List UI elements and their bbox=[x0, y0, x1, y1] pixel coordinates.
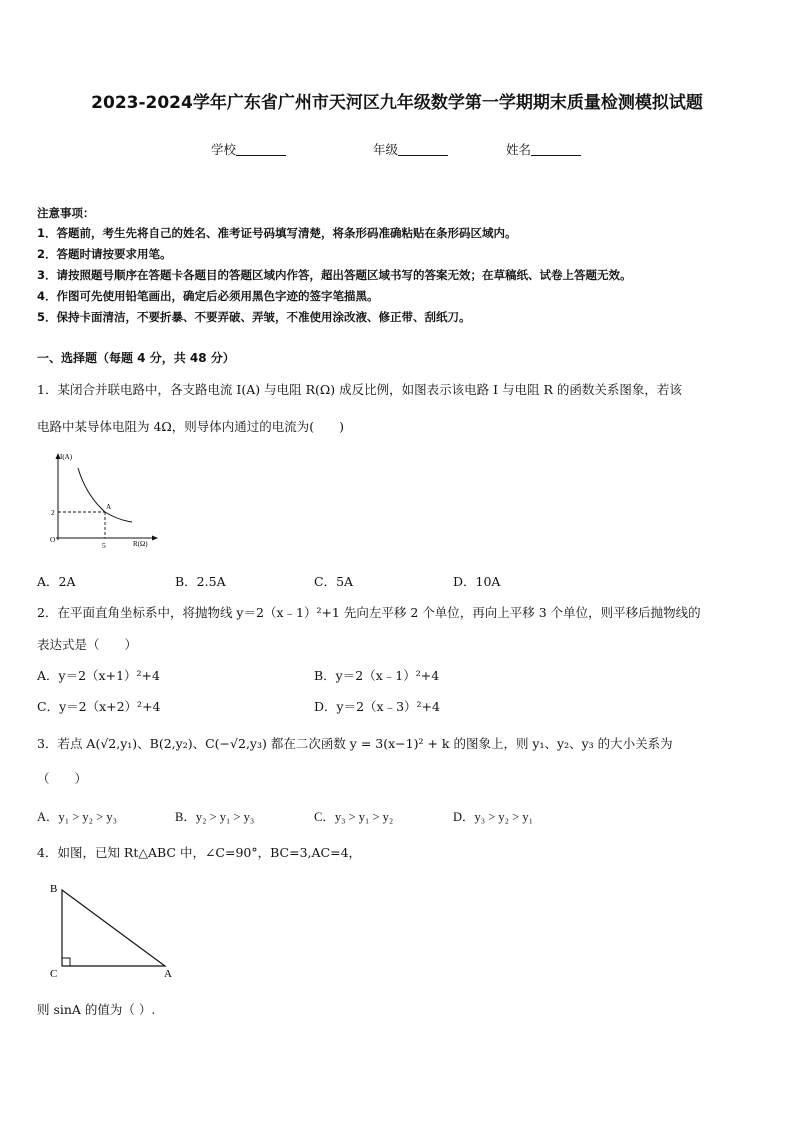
q1-origin-label: O bbox=[50, 535, 56, 544]
q1-option-a[interactable]: A．2A bbox=[37, 574, 76, 589]
notice-item: 3．请按照题号顺序在答题卡各题目的答题区域内作答，超出答题区域书写的答案无效；在草稿纸、试卷上答题无效。 bbox=[37, 268, 632, 282]
q3-option-a[interactable]: A．y₁ > y₂ > y₃ bbox=[37, 810, 117, 824]
exam-title: 2023-2024学年广东省广州市天河区九年级数学第一学期期末质量检测模拟试题 bbox=[91, 93, 703, 113]
q1-x-tick: 5 bbox=[102, 541, 106, 550]
q1-point-label: A bbox=[106, 503, 112, 511]
grade-label: 年级 bbox=[373, 142, 399, 157]
school-field[interactable] bbox=[211, 140, 286, 158]
q4-label-b: B bbox=[50, 883, 58, 895]
q1-option-b[interactable]: B．2.5A bbox=[175, 574, 226, 589]
school-label: 学校 bbox=[211, 142, 237, 157]
q1-text-line1: 1．某闭合并联电路中，各支路电流 I(A) 与电阻 R(Ω) 成反比例，如图表示该电路 I 与电阻 R 的函数关系图象，若该 bbox=[37, 382, 682, 397]
q1-y-tick: 2 bbox=[51, 508, 55, 517]
q1-y-axis-label: I(A) bbox=[60, 453, 73, 461]
q1-x-axis-label: R(Ω) bbox=[133, 540, 148, 548]
q2-option-d[interactable]: D．y＝2（x﹣3）²+4 bbox=[314, 699, 440, 714]
q4-text-line2: 则 sinA 的值为（ ）. bbox=[37, 1002, 156, 1017]
name-label: 姓名 bbox=[506, 142, 532, 157]
q1-option-c[interactable]: C．5A bbox=[314, 574, 354, 589]
q3-text-line1: 3．若点 A(√2,y₁)、B(2,y₂)、C(−√2,y₃) 都在二次函数 y = 3(x−1)² + k 的图象上，则 y₁、y₂、y₃ 的大小关系为 bbox=[37, 736, 673, 751]
q3-text-line2: （ ） bbox=[37, 771, 88, 786]
q4-text-line1: 4．如图，已知 Rt△ABC 中，∠C=90°，BC=3,AC=4， bbox=[37, 845, 362, 860]
q1-inverse-graph bbox=[36, 450, 166, 550]
q2-option-a[interactable]: A．y＝2（x+1）²+4 bbox=[37, 668, 160, 683]
notice-item: 4．作图可先使用铅笔画出，确定后必须用黑色字迹的签字笔描黑。 bbox=[37, 289, 379, 303]
notice-item: 5．保持卡面清洁，不要折暴、不要弄破、弄皱，不准使用涂改液、修正带、刮纸刀。 bbox=[37, 310, 471, 324]
q3-option-c[interactable]: C．y₃ > y₁ > y₂ bbox=[314, 810, 394, 824]
grade-blank[interactable] bbox=[398, 143, 448, 156]
section-heading: 一、选择题（每题 4 分，共 48 分） bbox=[37, 351, 235, 365]
q4-right-triangle bbox=[40, 878, 180, 983]
q4-label-c: C bbox=[50, 968, 58, 980]
notice-item: 2．答题时请按要求用笔。 bbox=[37, 247, 172, 261]
notice-item: 1．答题前，考生先将自己的姓名、准考证号码填写清楚，将条形码准确粘贴在条形码区域内。 bbox=[37, 226, 517, 240]
notice-heading: 注意事项： bbox=[37, 206, 95, 220]
q2-text-line1: 2．在平面直角坐标系中，将抛物线 y＝2（x﹣1）²+1 先向左平移 2 个单位，再向上平移 3 个单位，则平移后抛物线的 bbox=[37, 605, 701, 620]
q2-text-line2: 表达式是（ ） bbox=[37, 637, 138, 652]
q2-option-b[interactable]: B．y＝2（x﹣1）²+4 bbox=[314, 668, 440, 683]
q1-text-line2: 电路中某导体电阻为 4Ω，则导体内通过的电流为( ) bbox=[37, 419, 345, 434]
q4-label-a: A bbox=[164, 968, 172, 980]
q3-option-b[interactable]: B．y₂ > y₁ > y₃ bbox=[175, 810, 255, 824]
school-blank[interactable] bbox=[236, 143, 286, 156]
q3-option-d[interactable]: D．y₃ > y₂ > y₁ bbox=[453, 810, 533, 824]
q2-option-c[interactable]: C．y＝2（x+2）²+4 bbox=[37, 699, 161, 714]
q1-option-d[interactable]: D．10A bbox=[453, 574, 501, 589]
grade-field[interactable] bbox=[373, 140, 448, 158]
name-blank[interactable] bbox=[531, 143, 581, 156]
name-field[interactable] bbox=[506, 140, 581, 158]
